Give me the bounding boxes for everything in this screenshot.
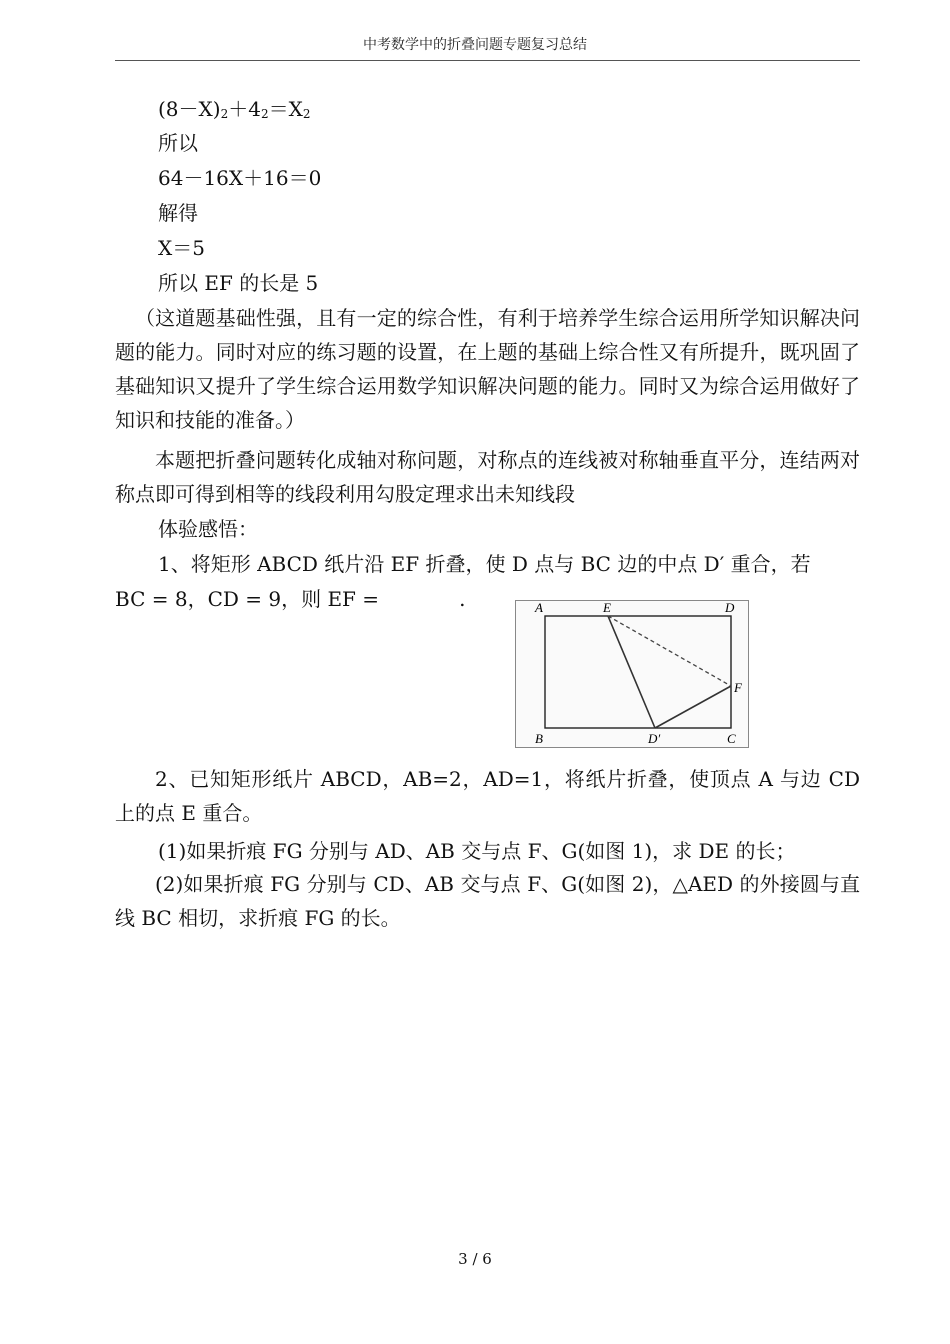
label-a: A	[535, 600, 543, 615]
text-so: 所以	[158, 131, 198, 155]
conclusion: 所以 EF 的长是 5	[158, 271, 319, 295]
summary-paragraph: 本题把折叠问题转化成轴对称问题，对称点的连线被对称轴垂直平分，连结两对称点即可得到相等的线段利用勾股定理求出未知线段	[115, 448, 860, 506]
question-1-line-1: 1、将矩形 ABCD 纸片沿 EF 折叠，使 D 点与 BC 边的中点 D′ 重合，若	[158, 552, 811, 576]
label-d: D	[725, 600, 735, 615]
question-2-part-1: (1)如果折痕 FG 分别与 AD、AB 交与点 F、G(如图 1)，求 DE 的长；	[158, 839, 796, 863]
eq1-sub-2: 2	[260, 107, 269, 121]
equation-2: 64－16X＋16＝0	[158, 166, 322, 190]
text-solve: 解得	[158, 201, 198, 225]
label-f: F	[734, 680, 742, 695]
question-1-line-2	[115, 586, 465, 612]
page-header: 中考数学中的折叠问题专题复习总结	[363, 37, 587, 53]
question-2-part-2: (2)如果折痕 FG 分别与 CD、AB 交与点 F、G(如图 2)，△AED 的外接圆与直线 BC 相切，求折痕 FG 的长。	[115, 872, 860, 930]
equation-1	[158, 96, 310, 127]
equation-3: X＝5	[158, 236, 205, 260]
question-1-given: BC = 8，CD = 9，则 EF =	[115, 587, 380, 611]
experience-heading: 体验感悟：	[158, 517, 258, 541]
label-d-prime: D′	[648, 731, 661, 746]
eq1-part-a: (8－X)	[158, 97, 221, 121]
eq1-sub-1: 2	[220, 107, 229, 121]
question-2: 2、已知矩形纸片 ABCD，AB=2，AD=1，将纸片折叠，使顶点 A 与边 CD 上的点 E 重合。	[115, 767, 860, 825]
rectangle-fold-figure	[515, 600, 749, 748]
label-b: B	[535, 731, 543, 746]
eq1-part-c: ＝X	[268, 97, 303, 121]
label-e: E	[603, 600, 611, 615]
question-1-period: .	[459, 587, 466, 611]
eq1-part-b: ＋4	[228, 97, 261, 121]
label-c: C	[727, 731, 736, 746]
eq1-sub-3: 2	[302, 107, 311, 121]
page-number: 3 / 6	[458, 1250, 492, 1268]
header-divider	[115, 60, 860, 61]
comment-paragraph: （这道题基础性强，且有一定的综合性，有利于培养学生综合运用所学知识解决问题的能力。同时对应的练习题的设置，在上题的基础上综合性又有所提升，既巩固了基础知识又提升了学生综合运用数学知识解决问题的能力。同时又为综合运用做好了知识和技能的准备。）	[115, 306, 860, 432]
